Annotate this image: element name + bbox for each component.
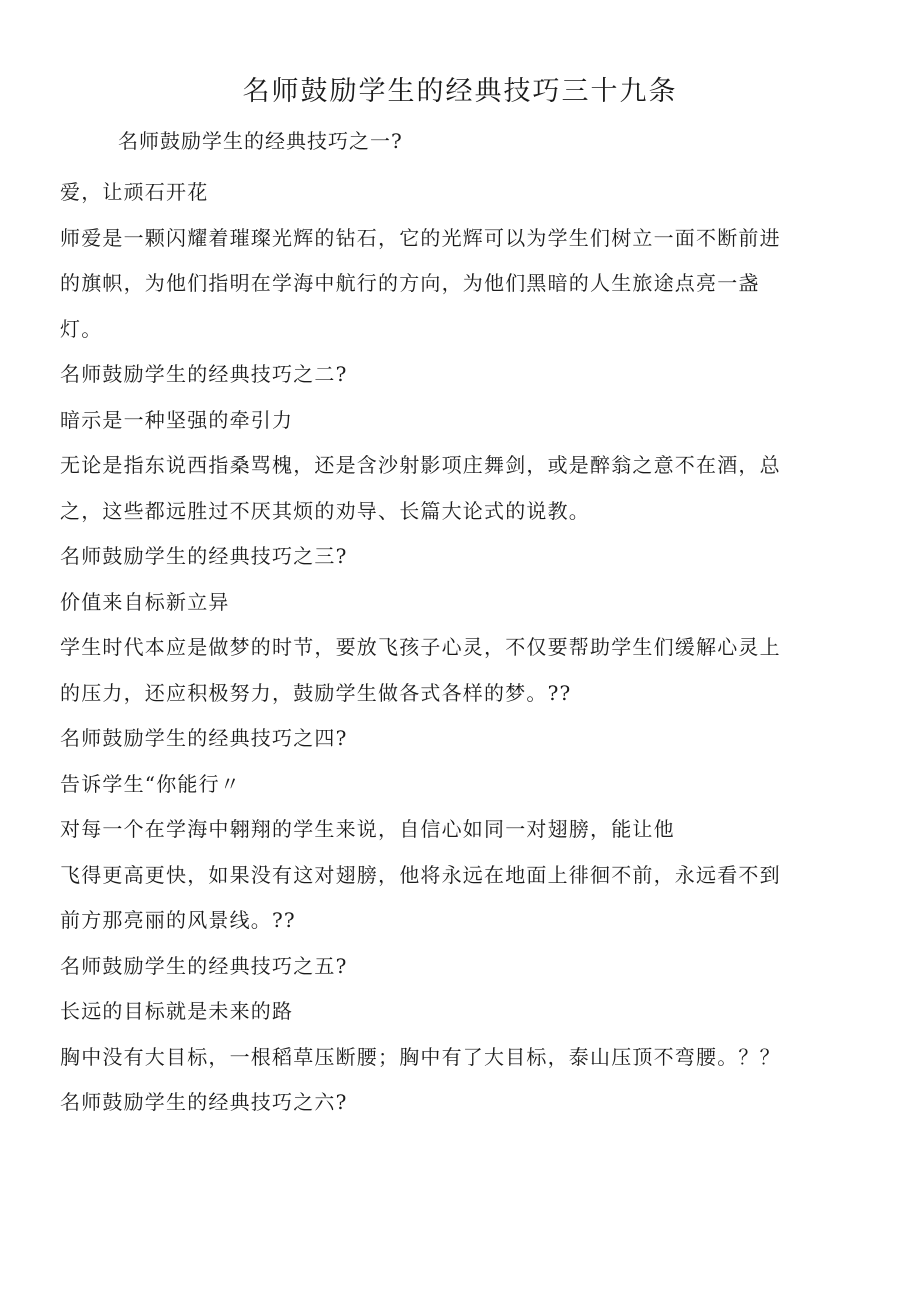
subheading-line: 告诉学生“你能行〃	[60, 771, 242, 796]
section-heading-5: 名师鼓励学生的经典技巧之五?	[60, 953, 348, 978]
paragraph-line: 前方那亮丽的风景线。??	[60, 908, 296, 932]
paragraph-line: 对每一个在学海中翱翔的学生来说，自信心如同一对翅膀，能让他	[60, 817, 675, 841]
section-heading-2: 名师鼓励学生的经典技巧之二?	[60, 362, 348, 386]
subheading-line: 爱，让顽石开花	[60, 180, 209, 204]
subheading-line: 暗示是一种坚强的牵引力	[60, 407, 294, 432]
section-heading-4: 名师鼓励学生的经典技巧之四?	[60, 726, 348, 750]
document-title: 名师鼓励学生的经典技巧三十九条	[242, 76, 678, 107]
paragraph-line: 胸中没有大目标，一根稻草压断腰；胸中有了大目标，泰山压顶不弯腰。？？	[60, 1044, 781, 1069]
paragraph-line: 无论是指东说西指桑骂槐，还是含沙射影项庄舞剑，或是醉翁之意不在酒，总	[60, 453, 781, 477]
paragraph-line: 师爱是一颗闪耀着璀璨光辉的钻石，它的光辉可以为学生们树立一面不断前进	[60, 225, 781, 250]
section-heading-1: 名师鼓励学生的经典技巧之一?	[118, 129, 403, 153]
paragraph-line: 飞得更高更快，如果没有这对翅膀，他将永远在地面上徘徊不前，永远看不到	[60, 862, 781, 887]
paragraph-line: 的旗帜，为他们指明在学海中航行的方向，为他们黑暗的人生旅途点亮一盏	[60, 271, 760, 295]
subheading-line: 长远的目标就是未来的路	[60, 999, 294, 1023]
section-heading-6: 名师鼓励学生的经典技巧之六?	[60, 1090, 348, 1114]
paragraph-line: 学生时代本应是做梦的时节，要放飞孩子心灵，不仅要帮助学生们缓解心灵上	[60, 635, 781, 659]
paragraph-line: 之，这些都远胜过不厌其烦的劝导、长篇大论式的说教。	[60, 498, 590, 523]
section-heading-3: 名师鼓励学生的经典技巧之三?	[60, 544, 348, 568]
paragraph-line: 的压力，还应积极努力，鼓励学生做各式各样的梦。??	[60, 680, 572, 705]
subheading-line: 价值来自标新立异	[60, 589, 230, 614]
document-body	[60, 170, 860, 1126]
paragraph-line: 灯。	[60, 316, 103, 341]
